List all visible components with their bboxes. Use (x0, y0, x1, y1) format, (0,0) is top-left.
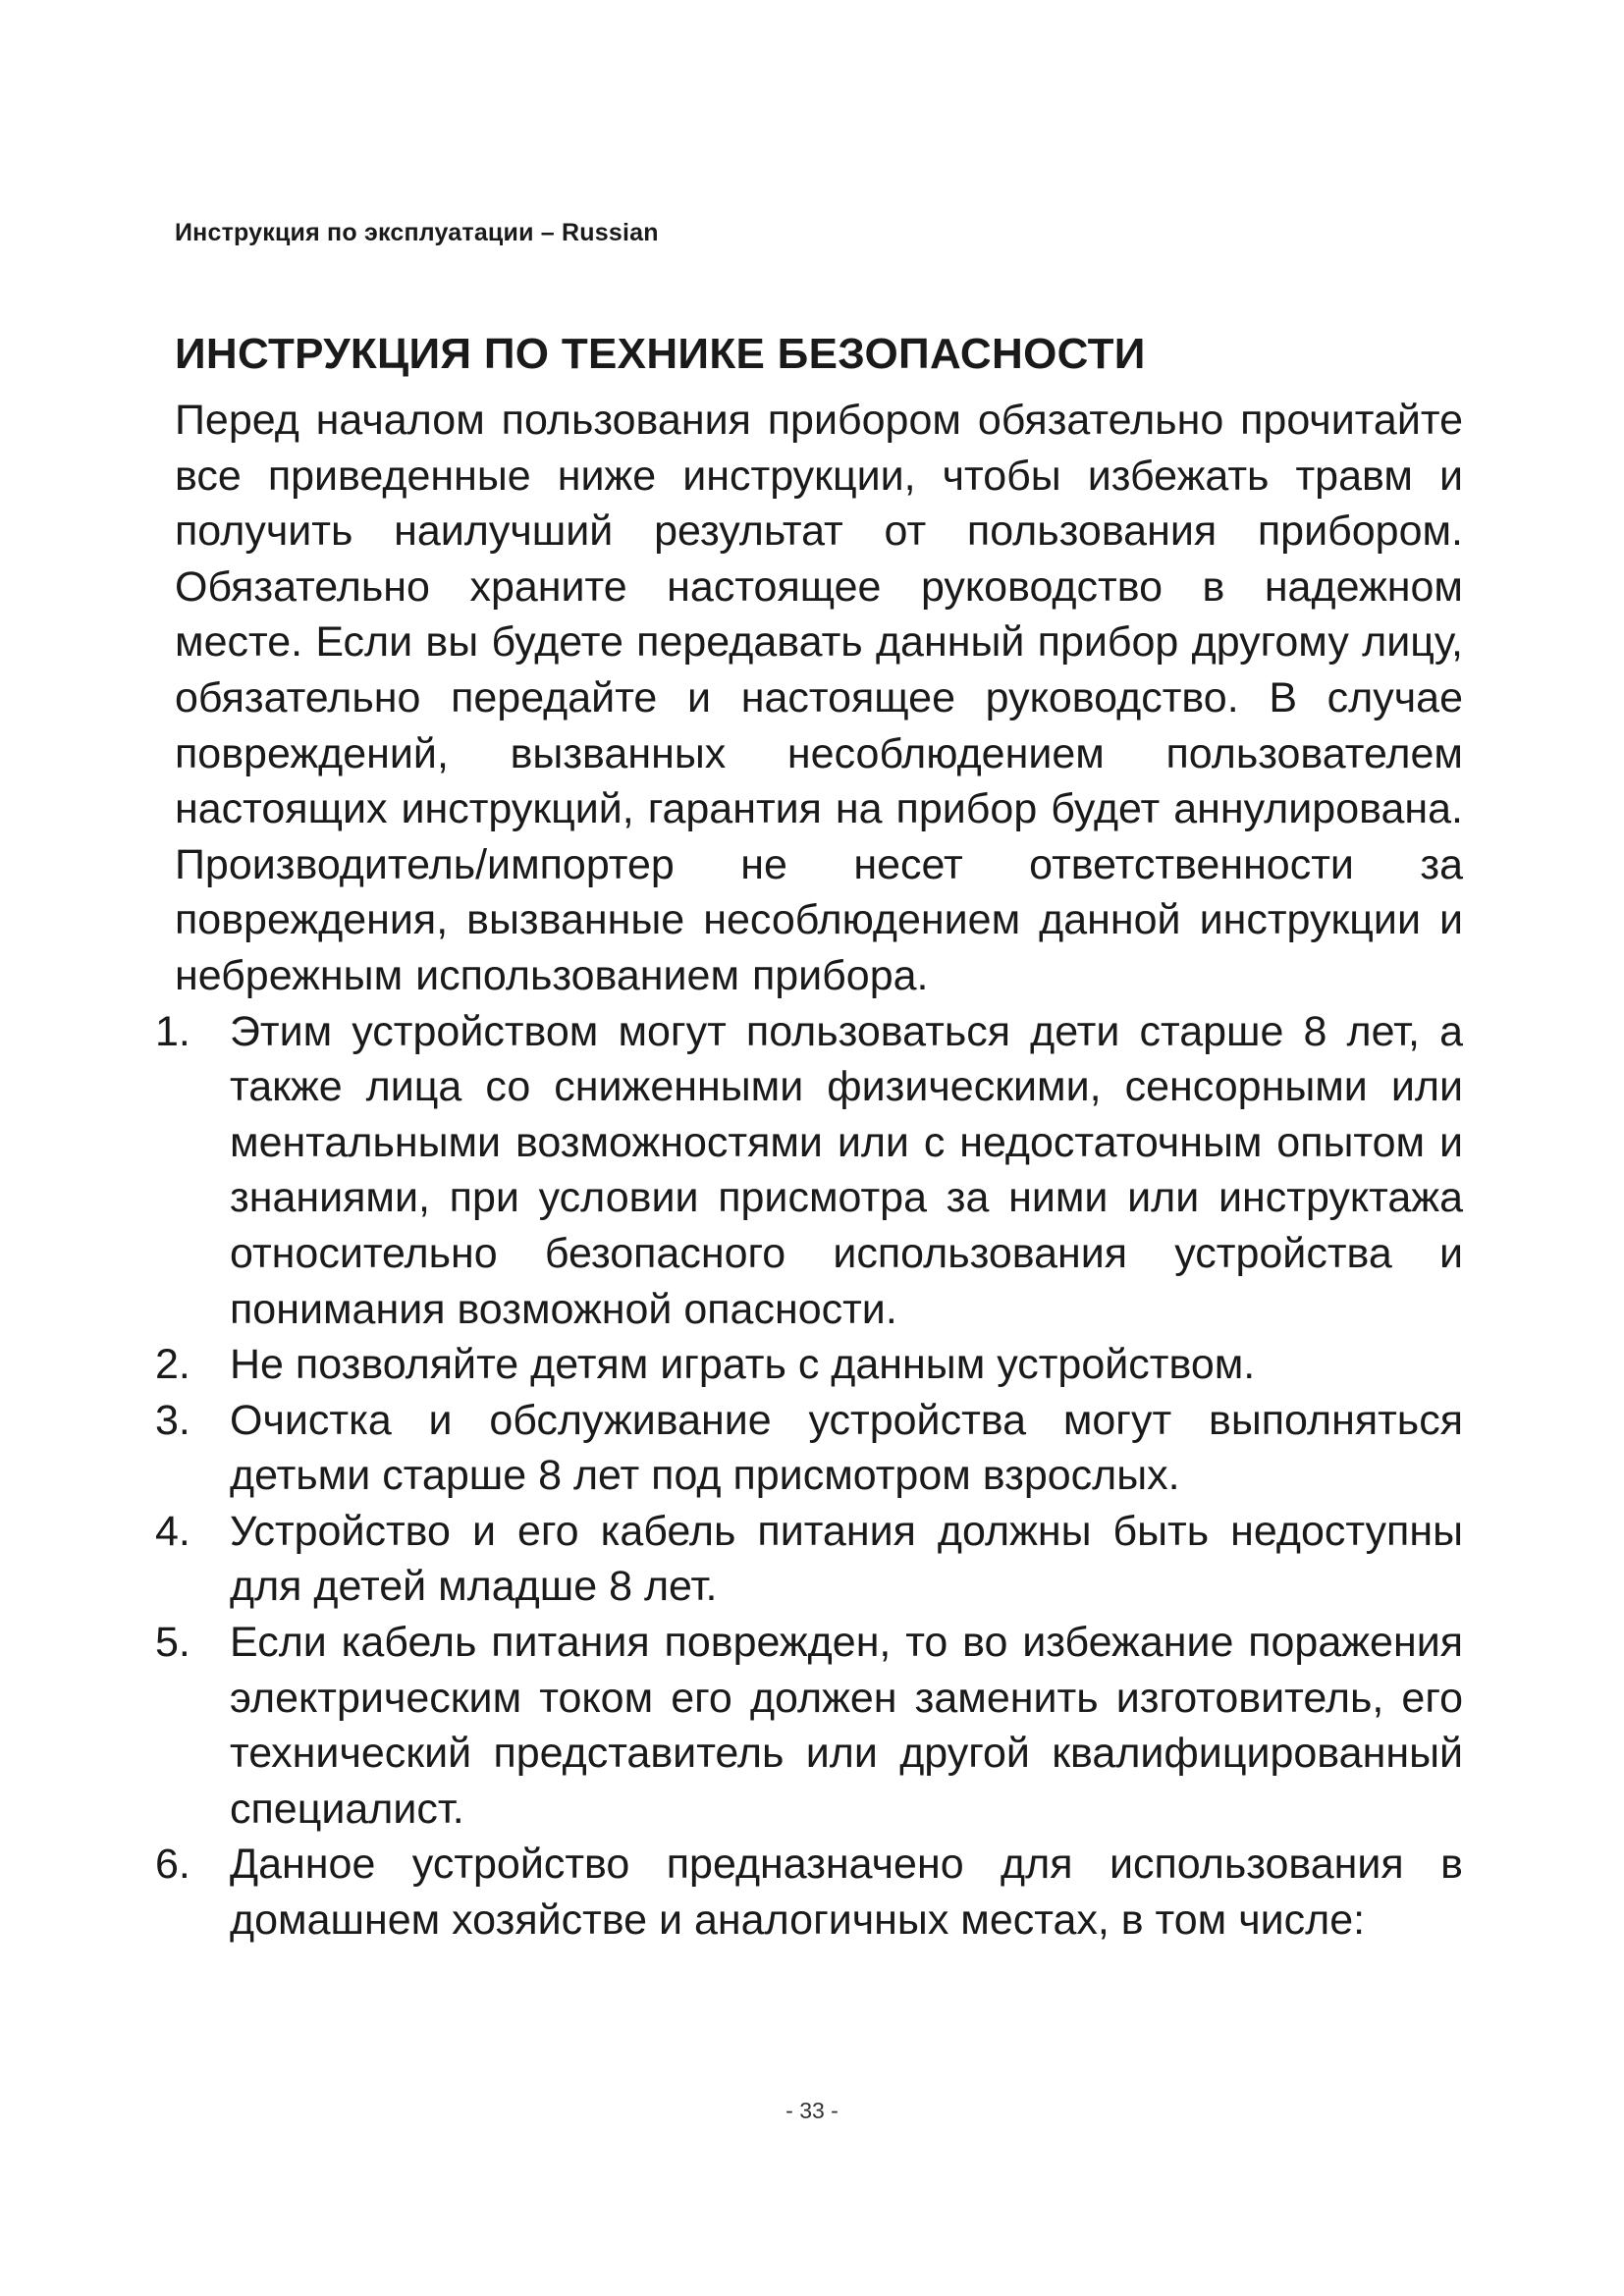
rule-number: 1. (155, 1007, 190, 1055)
rule-text: Очистка и обслуживание устройства могут выполняться детьми старше 8 лет под присмотром взрослых. (230, 1396, 1463, 1500)
rule-text: Не позволяйте детям играть с данным устройством. (230, 1341, 1256, 1389)
rule-item-5 (155, 1615, 1463, 1837)
safety-section (155, 324, 1463, 1949)
section-title: ИНСТРУКЦИЯ ПО ТЕХНИКЕ БЕЗОПАСНОСТИ (175, 330, 1146, 378)
rule-item-2 (155, 1337, 1463, 1393)
rule-number: 3. (155, 1396, 190, 1444)
rule-item-4 (155, 1504, 1463, 1615)
rule-text: Устройство и его кабель питания должны быть недоступны для детей младше 8 лет. (230, 1507, 1463, 1611)
intro-paragraph: Перед началом пользования прибором обязательно прочитайте все приведенные ниже инструкции, чтобы избежать травм и получить наилучший результат от пользования прибором. Обязательно храните настоящее руководство в надежном месте. Если вы будете передавать данный прибор другому лицу, обязательно передайте и настоящее руководство. В случае повреждений, вызванных несоблюдением пользователем настоящих инструкций, гарантия на прибор будет аннулирована. Производитель/импортер не несет ответственности за повреждения, вызванные несоблюдением данной инструкции и небрежным использованием прибора. (175, 397, 1463, 999)
running-header: Инструкция по эксплуатации – Russian (175, 219, 659, 246)
rule-number: 2. (155, 1341, 190, 1389)
rule-item-6 (155, 1837, 1463, 1948)
rule-number: 4. (155, 1507, 190, 1555)
rule-item-1 (155, 1004, 1463, 1338)
safety-rules-list (155, 1004, 1463, 1949)
rule-text: Этим устройством могут пользоваться дети старше 8 лет, а также лица со сниженными физическими, сенсорными или ментальными возможностями или с недостаточным опытом и знаниями, при условии присмотра за ними или инструктажа относительно безопасного использования устройства и понимания возможной опасности. (230, 1007, 1463, 1333)
page-number: - 33 - (785, 2098, 839, 2123)
rule-text: Данное устройство предназначено для использования в домашнем хозяйстве и аналогичных местах, в том числе: (230, 1841, 1463, 1945)
rule-text: Если кабель питания поврежден, то во избежание поражения электрическим током его должен заменить изготовитель, его технический представитель или другой квалифицированный специалист. (230, 1619, 1463, 1833)
rule-number: 5. (155, 1619, 190, 1667)
rule-item-3 (155, 1393, 1463, 1504)
rule-number: 6. (155, 1841, 190, 1889)
